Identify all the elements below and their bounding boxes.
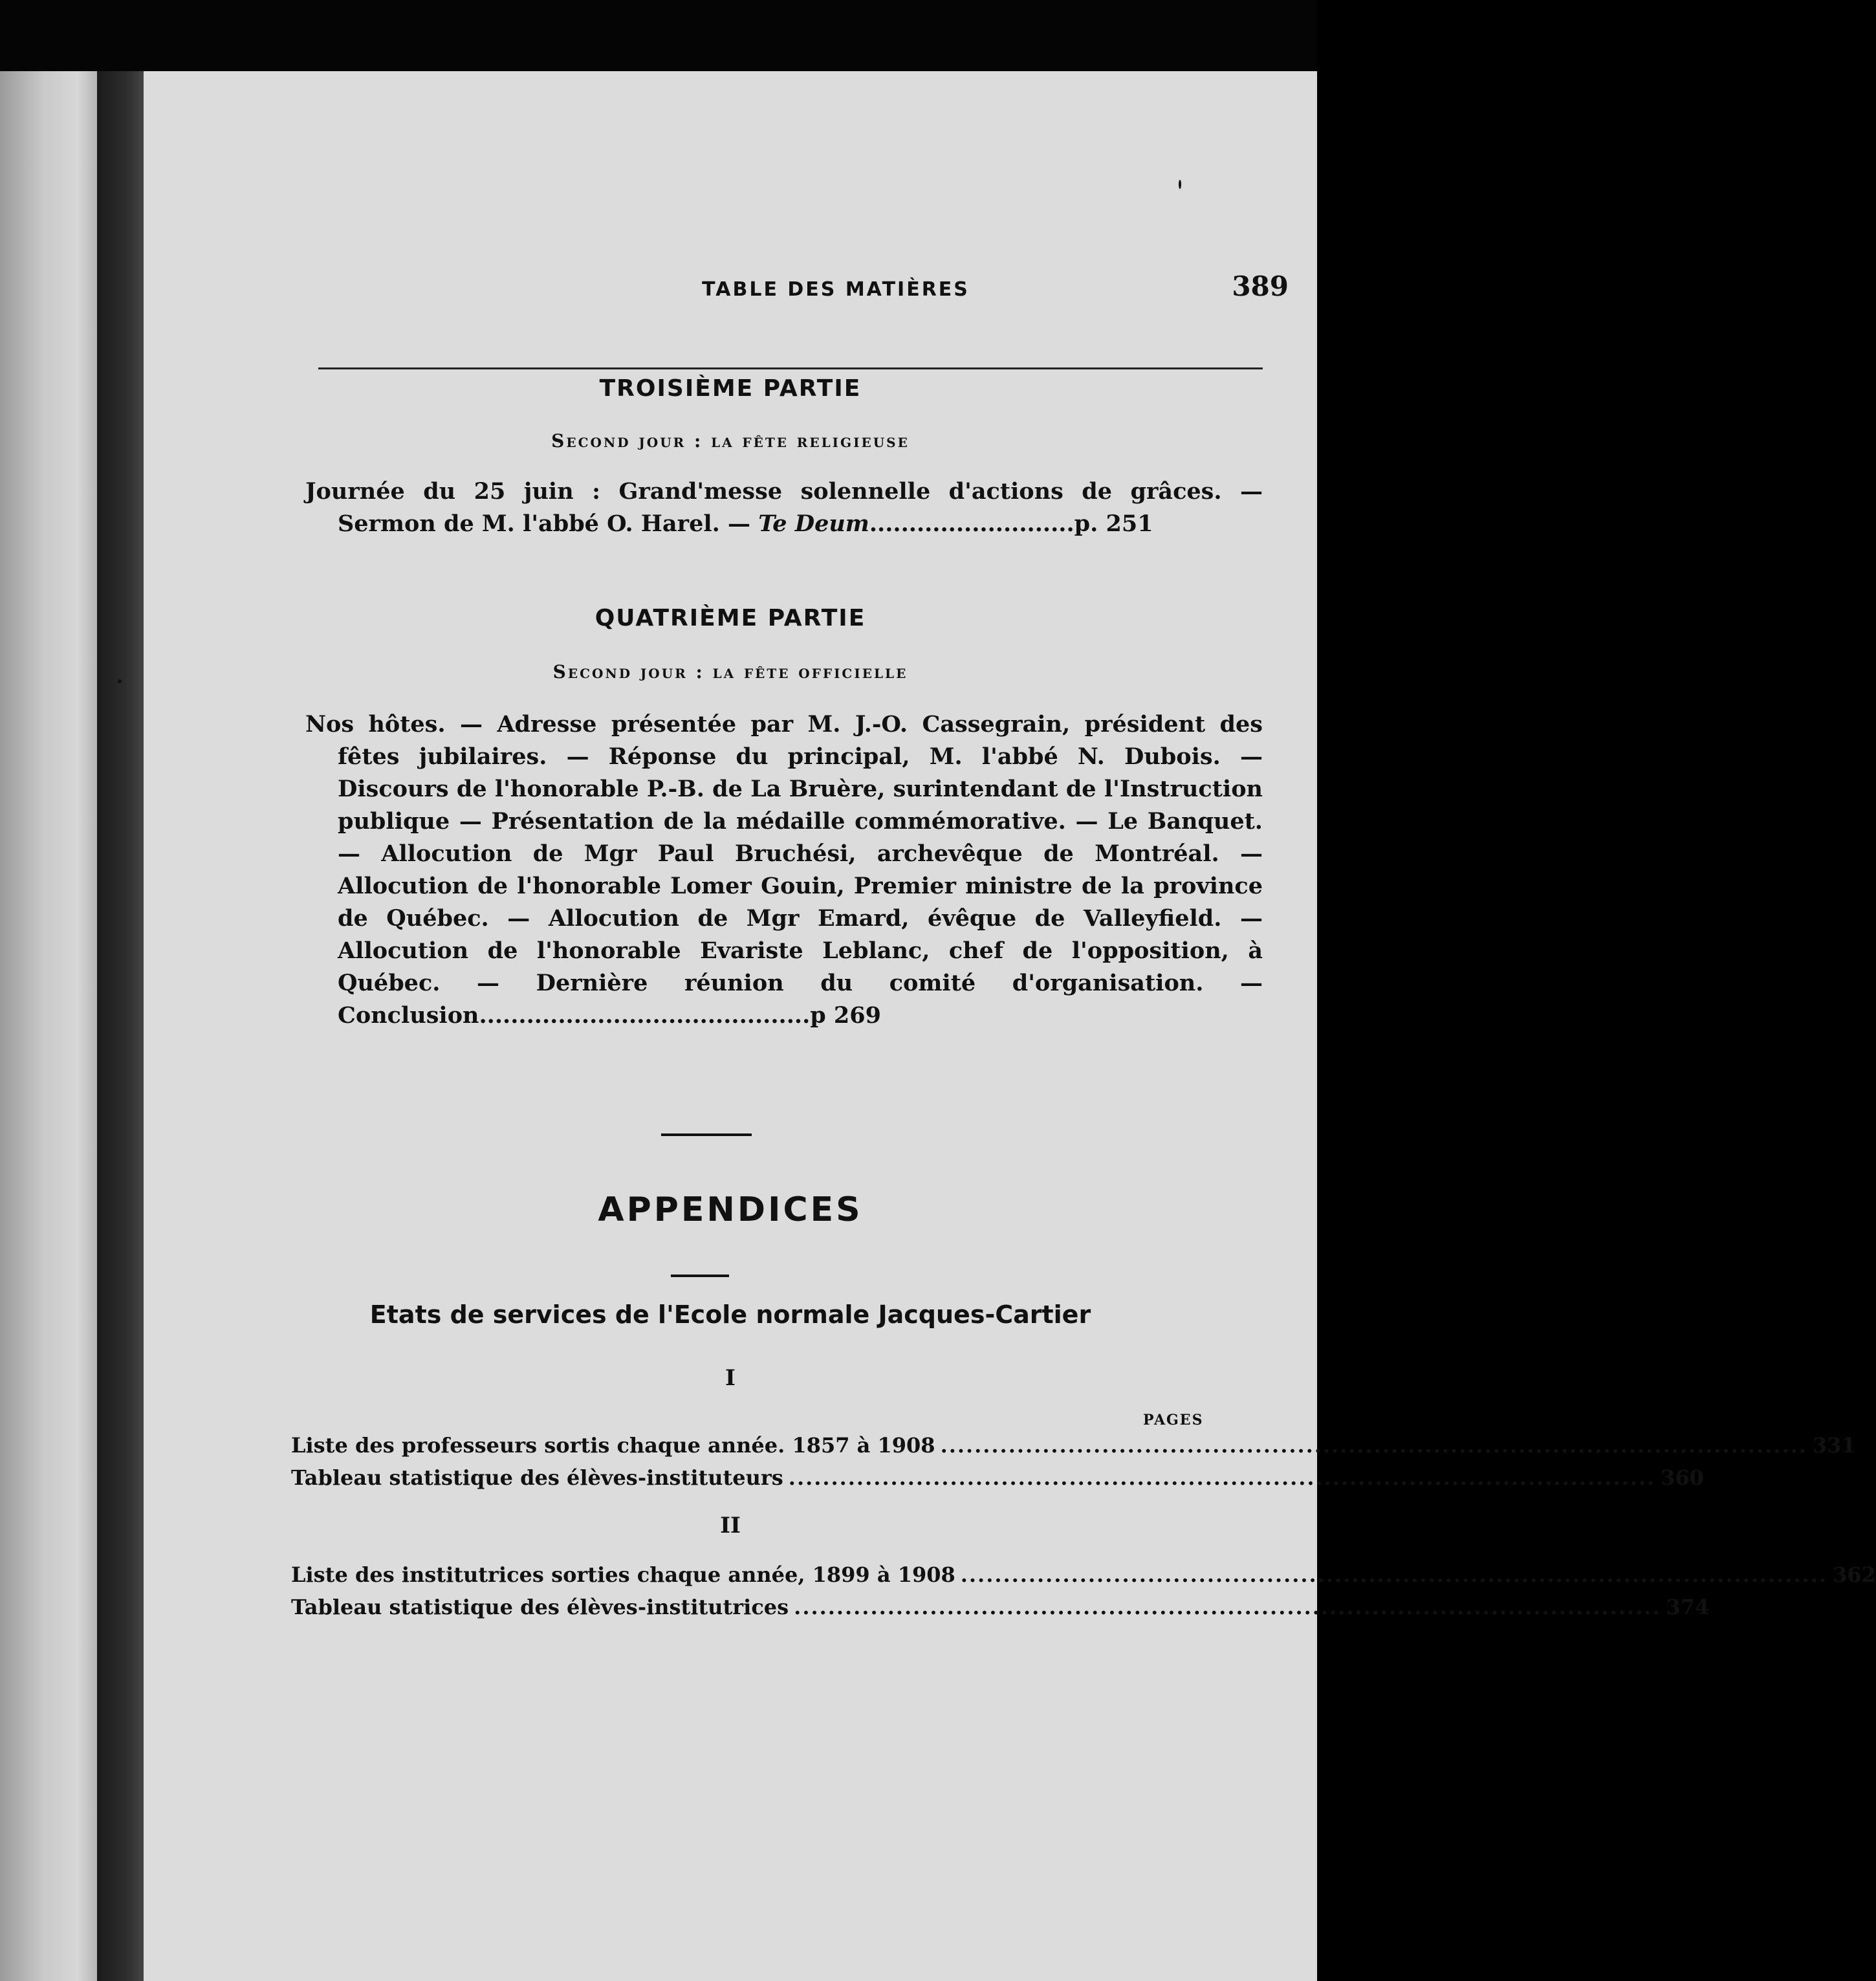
troisieme-partie-title: TROISIÈME PARTIE — [599, 375, 862, 402]
scan-speck — [1179, 180, 1181, 189]
book-gutter — [97, 71, 144, 1981]
book-page — [144, 71, 1876, 1981]
quatrieme-partie-entry — [305, 708, 1263, 1032]
entry-page: 374 — [1666, 1595, 1710, 1619]
page-number: 389 — [1232, 270, 1289, 302]
header-rule — [318, 367, 1263, 369]
section-roman-1: I — [725, 1365, 736, 1391]
quatrieme-partie-subtitle: Second jour : la fête officielle — [552, 661, 908, 683]
leader-dots: ...................................................................................................... — [788, 1465, 1656, 1490]
appendix-entry — [291, 1592, 1710, 1623]
troisieme-page-ref: ..........................p. 251 — [869, 510, 1153, 537]
troisieme-partie-entry — [305, 476, 1263, 540]
appendix-entry — [291, 1430, 1856, 1461]
leader-dots: ...................................................................................................... — [960, 1562, 1828, 1587]
te-deum-text: Te Deum — [758, 510, 869, 537]
troisieme-partie-subtitle: Second jour : la fête religieuse — [551, 430, 910, 452]
appendix-entry — [291, 1462, 1704, 1493]
section-roman-2: II — [720, 1513, 741, 1538]
entry-label: Liste des professeurs sortis chaque année. 1857 à 1908 — [291, 1433, 935, 1458]
quatrieme-text: Nos hôtes. — Adresse présentée par M. J.-O. Cassegrain, président des fêtes jubilaires. — Réponse du principal, M. l'abbé N. Dubois. — Discours de l'honorable P.-B. de La Bruère, surintendant de l'Instruction publique — Présentation de la médaille commémorative. — Le Banquet. — Allocution de Mgr Paul Bruchési, archevêque de Montréal. — Allocution de l'honorable Lomer Gouin, Premier ministre de la province de Québec. — Allocution de Mgr Emard, évêque de Valleyfield. — Allocution de l'honorable Evariste Leblanc, chef de l'opposition, à Québec. — Dernière réunion du comité d'organisation. — Conclusion — [305, 711, 1263, 1029]
appendix-entry — [291, 1559, 1876, 1590]
section-divider-bottom — [671, 1275, 729, 1277]
entry-page: 331 — [1812, 1433, 1856, 1458]
quatrieme-partie-title: QUATRIÈME PARTIE — [594, 605, 866, 631]
leader-dots: ...................................................................................................... — [940, 1433, 1807, 1458]
leader-dots: ...................................................................................................... — [794, 1595, 1661, 1619]
section-divider-top — [661, 1133, 752, 1136]
entry-page: 362 — [1833, 1562, 1876, 1587]
troisieme-text: Journée du 25 juin : Grand'messe solennelle d'actions de grâces. — Sermon de M. l'abbé O. Harel. — — [305, 478, 1263, 537]
quatrieme-page-ref: ..........................................p 269 — [479, 1002, 881, 1029]
running-head — [577, 265, 1289, 317]
entry-label: Liste des institutrices sorties chaque année, 1899 à 1908 — [291, 1562, 955, 1587]
etats-title: Etats de services de l'Ecole normale Jacques-Cartier — [369, 1300, 1091, 1329]
appendices-title: APPENDICES — [598, 1190, 863, 1229]
pages-column-label: PAGES — [1143, 1412, 1204, 1428]
entry-page: 360 — [1661, 1465, 1704, 1490]
entry-label: Tableau statistique des élèves-instituteurs — [291, 1465, 783, 1490]
scan-speck — [118, 679, 122, 683]
entry-label: Tableau statistique des élèves-institutrices — [291, 1595, 789, 1619]
facing-page-edge — [0, 71, 97, 1981]
running-title: TABLE DES MATIÈRES — [702, 278, 970, 301]
